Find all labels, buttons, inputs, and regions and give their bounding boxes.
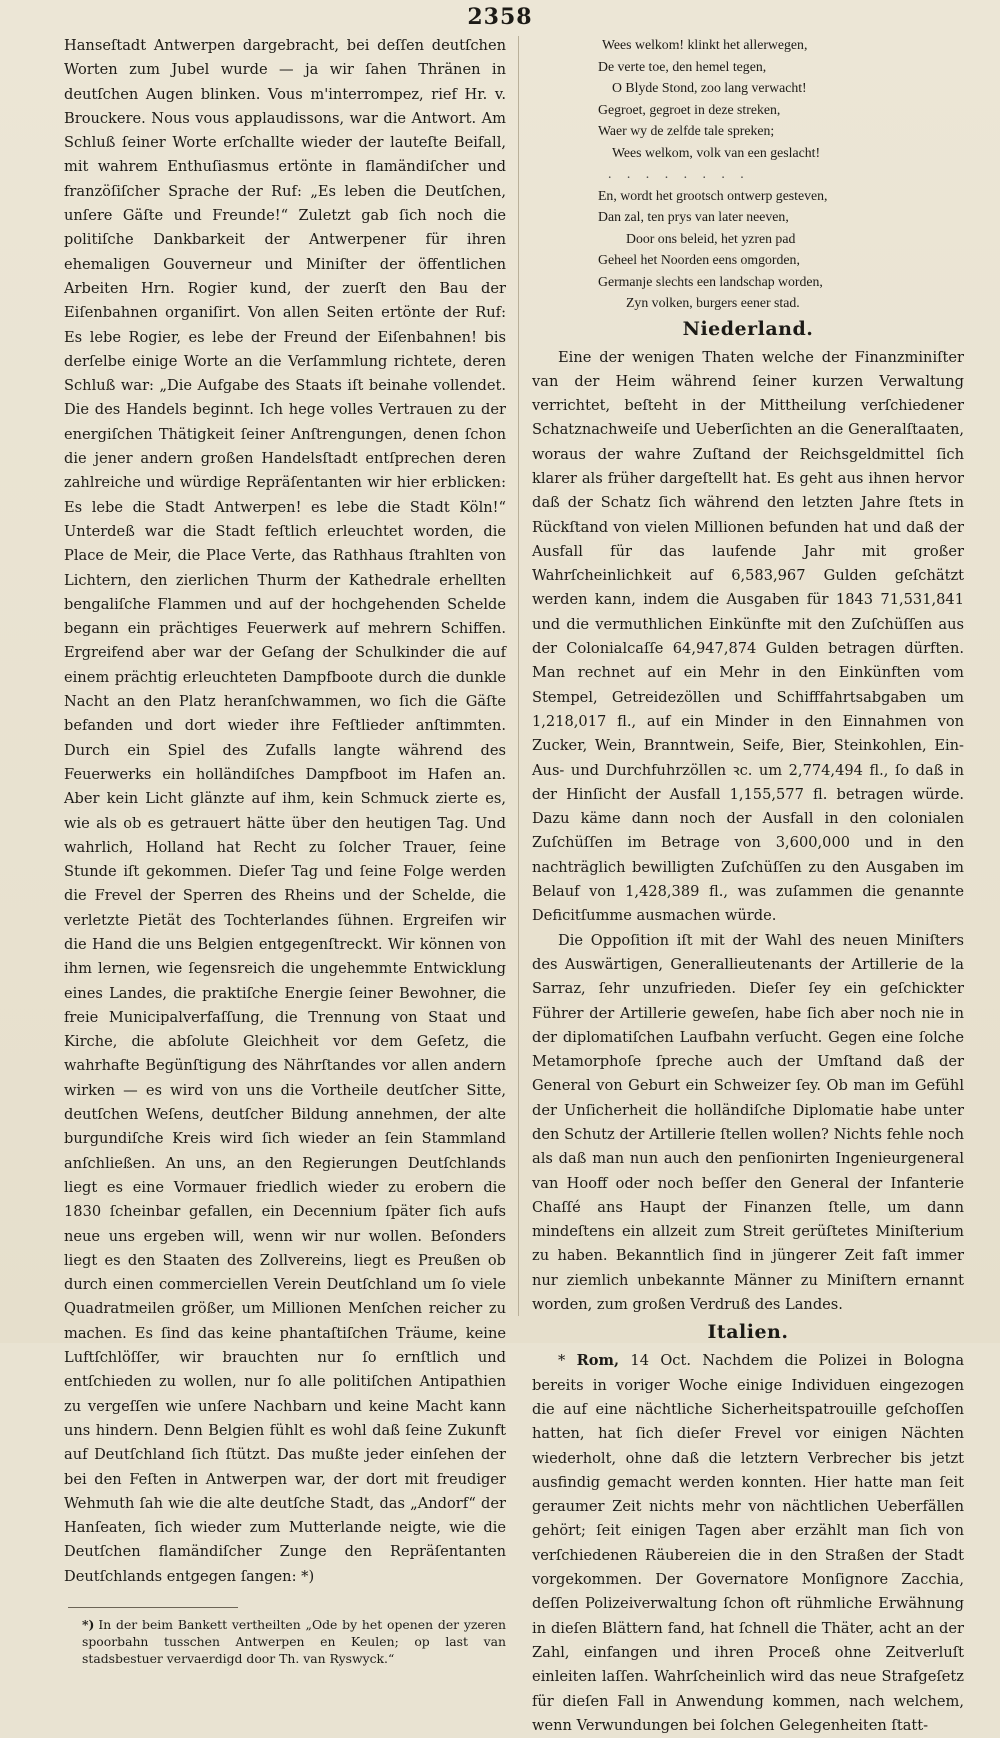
column-divider — [518, 36, 519, 1316]
dateline-mark: * — [558, 1352, 566, 1370]
dateline-place: Rom, — [576, 1352, 620, 1370]
poem-line: Germanje slechts een landschap worden, — [598, 273, 823, 289]
poem-line: Waer wy de zelfde tale spreken; — [598, 123, 775, 138]
poem-line: O Blyde Stond, zoo lang verwacht! — [612, 80, 807, 95]
poem-line: Wees welkom, volk van een geslacht! — [612, 144, 821, 160]
left-column — [64, 34, 506, 1666]
article-paragraph: Hanseſtadt Antwerpen dargebracht, bei deſſen deutſchen Worten zum Jubel wurde — ja wir ſahen Thränen in deutſchen Augen blinken. Vous m'interrompez, rief Hr. v. Brouckere. Nous vous applaudissons, war die Antwort. Am Schluß ſeiner Worte erſchallte wieder der lauteſte Beifall, mit wahrem Enthuſiasmus ertönte in flamändiſcher und franzöſiſcher Sprache der Ruf: „Es leben die Deutſchen, unſere Gäſte und Freunde!“ Zuletzt gab ſich noch die politiſche Dankbarkeit der Antwerpener für ihren ehemaligen Gouverneur und Miniſter der öffentlichen Arbeiten Hrn. Rogier kund, der zuerſt den Bau der Eiſenbahnen organiſirt. Von allen Seiten ertönte der Ruf: Es lebe Rogier, es lebe der Freund der Eiſenbahnen! bis derſelbe einige Worte an die Verſammlung richtete, deren Schluß war: „Die Aufgabe des Staats iſt beinahe vollendet. Die des Handels beginnt. Ich hege volles Vertrauen zu der energiſchen Thätigkeit ſeiner Anſtrengungen, denen ſchon die jener andern großen Handelsſtadt entſprechen deren zahlreiche und würdige Repräſentanten wir hier erblicken: Es lebe die Stadt Antwerpen! es lebe die Stadt Köln!“ Unterdeß war die Stadt feſtlich erleuchtet worden, die Place de Meir, die Place Verte, das Rathhaus ſtrahlten von Lichtern, den zierlichen Thurm der Kathedrale erhellten bengaliſche Flammen und auf der hochgehenden Schelde begann ein prächtiges Feuerwerk auf mehrern Schiffen. Ergreifend aber war der Geſang der Schulkinder die auf einem prächtig erleuchteten Dampfboote durch die dunkle Nacht an den Platz heranſchwammen, wo ſich die Gäſte befanden und dort wieder ihre Feſtlieder anſtimmten. Durch ein Spiel des Zufalls langte während des Feuerwerks ein holländiſches Dampfboot im Hafen an. Aber kein Licht glänzte auf ihm, kein Schmuck zierte es, wie als ob es getrauert hätte über den heutigen Tag. Und wahrlich, Holland hat Recht zu ſolcher Trauer, ſeine Stunde iſt gekommen. Dieſer Tag und ſeine Folge werden die Frevel der Sperren des Rheins und der Schelde, die verletzte Pietät des Tochterlandes ſühnen. Ergreifen wir die Hand die uns Belgien entgegenſtreckt. Wir können von ihm lernen, wie ſegensreich die ungehemmte Entwicklung eines Landes, die praktiſche Energie ſeiner Bewohner, die freie Municipalverfaſſung, die Trennung von Staat und Kirche, die abſolute Gleichheit vor dem Geſetz, die wahrhafte Begünſtigung des Nährſtandes vor allen andern wirken — es wird von uns die Vortheile deutſcher Sitte, deutſchen Weſens, deutſcher Bildung annehmen, der alte burgundiſche Kreis wird ſich wieder an ſein Stammland anſchließen. An uns, an den Regierungen Deutſchlands liegt es eine Vormauer friedlich wieder zu erobern die 1830 ſcheinbar gefallen, ein Decennium ſpäter ſich aufs neue uns ergeben will, wenn wir nur wollen. Beſonders liegt es den Staaten des Zollvereins, liegt es Preußen ob durch einen commerciellen Verein Deutſchland um ſo viele Quadratmeilen größer, um Millionen Menſchen reicher zu machen. Es ſind das keine phantaſtiſchen Träume, keine Luftſchlöſſer, wir brauchten nur ſo ernſtlich und entſchieden zu wollen, nur ſo alle politiſchen Antipathien zu vergeſſen wie unſere Nachbarn und keine Macht kann uns hindern. Denn Belgien fühlt es wohl daß ſeine Zukunft auf Deutſchland ſich ſtützt. Das mußte jeder einſehen der bei den Feſten in Antwerpen war, der dort mit freudiger Wehmuth ſah wie die alte deutſche Stadt, das „Andorf“ der Hanſeaten, ſich wieder zum Mutterlande neigte, wie die Deutſchen flamändiſcher Zunge den Repräſentanten Deutſchlands entgegen ſangen: *) — [64, 37, 506, 1585]
poem-line: En, wordt het grootsch ontwerp gesteven, — [598, 187, 828, 203]
right-column — [532, 34, 965, 1734]
footnote — [82, 1616, 506, 1667]
article-text: Nachdem die Polizei in Bologna bereits in voriger Woche einige Individuen eingezogen die auf eine nächtliche Sicherheitspatrouille geſchoſſen hatten, hat ſich dieſer Frevel vor einigen Nächten wiederholt, ohne daß die letztern Verbrecher bis jetzt ausfindig gemacht werden konnten. Hier hatte man ſeit geraumer Zeit nichts mehr von nächtlichen Ueberfällen gehört; ſeit einigen Tagen aber erzählt man ſich von verſchiedenen Räubereien die in den Straßen der Stadt vorgekommen. Der Governatore Monſignore Zacchia, deſſen Polizeiverwaltung ſchon oft rühmliche Erwähnung in dieſen Blättern fand, hat ſchnell die Thäter, acht an der Zahl, einfangen und ihren Proceß ohne Zeitverluſt einleiten laſſen. Wahrſcheinlich wird das neue Strafgeſetz für dieſen Fall in Anwendung kommen, nach welchem, wenn Verwundungen bei ſolchen Gelegenheiten ſtatt- — [532, 1352, 965, 1734]
section-title-italien: Italien. — [707, 1321, 789, 1344]
poem-line: Wees welkom! klinkt het allerwegen, — [602, 37, 808, 52]
poem-line: Gegroet, gegroet in deze streken, — [598, 101, 781, 117]
poem-line: Door ons beleid, het yzren pad — [626, 230, 796, 246]
article-paragraph: Eine der wenigen Thaten welche der Finanzminiſter van der Heim während ſeiner kurzen Verwaltung verrichtet, beſteht in der Mittheilung verſchiedener Schatznachweiſe und Ueberſichten an die Generalſtaaten, woraus der wahre Zuſtand der Reichsgeldmittel ſich klarer als früher dargeſtellt hat. Es geht aus ihnen hervor daß der Schatz ſich während den letzten Jahre ſtets in Rückſtand von vielen Millionen befunden hat und daß der Ausfall für das laufende Jahr mit großer Wahrſcheinlichkeit auf 6,583,967 Gulden geſchätzt werden kann, indem die Ausgaben für 1843 71,531,841 und die vermuthlichen Einkünfte mit den Zuſchüſſen aus der Colonialcaſſe 64,947,874 Gulden betragen dürften. Man rechnet auf ein Mehr in den Einkünften vom Stempel, Getreidezöllen und Schifffahrtsabgaben um 1,218,017 fl., auf ein Minder in den Einnahmen von Zucker, Wein, Branntwein, Seife, Bier, Steinkohlen, Ein- Aus- und Durchfuhrzöllen ꝛc. um 2,774,494 fl., ſo daß in der Hinſicht der Ausfall 1,155,577 fl. betragen würde. Dazu käme dann noch der Ausfall in den colonialen Zuſchüſſen im Betrage von 3,600,000 und in den nachträglich bewilligten Zuſchüſſen zu den Ausgaben im Belauf von 1,428,389 fl., was zuſammen die genannte Deficitſumme ausmachen würde. — [532, 348, 964, 925]
poem — [598, 34, 964, 314]
poem-ellipsis: . . . . . . . . — [608, 166, 750, 181]
footnote-divider — [68, 1607, 238, 1608]
footnote-text: In der beim Bankett vertheilten „Ode by het openen der yzeren spoorbahn tusschen Antwerpen en Keulen; op last van stadsbestuer vervaerdigd door Th. van Ryswyck.“ — [82, 1617, 506, 1666]
article-paragraph: Die Oppoſition iſt mit der Wahl des neuen Miniſters des Auswärtigen, Generallieutenants der Artillerie de la Sarraz, ſehr unzufrieden. Dieſer ſey ein geſchickter Führer der Artillerie geweſen, habe ſich aber noch nie in der diplomatiſchen Laufbahn verſucht. Gegen eine ſolche Metamorphoſe ſpreche auch der Umſtand daß der General von Geburt ein Schweizer ſey. Ob man im Gefühl der Unſicherheit die holländiſche Diplomatie habe unter den Schutz der Artillerie ſtellen wollen? Nichts fehle noch als daß man nun auch den penſionirten Ingenieurgeneral van Hooff oder noch beſſer den General der Infanterie Chaſſé ans Haupt der Finanzen ſtelle, um dann mindeſtens ein allzeit zum Streit gerüſtetes Miniſterium zu haben. Bekanntlich ſind in jüngerer Zeit faſt immer nur ziemlich unbekannte Männer zu Miniſtern ernannt worden, zum großen Verdruß des Landes. — [532, 931, 964, 1314]
poem-line: Zyn volken, burgers eener stad. — [626, 295, 800, 310]
dateline-date: 14 Oct. — [630, 1352, 691, 1370]
poem-line: De verte toe, den hemel tegen, — [598, 58, 767, 74]
section-title-niederland: Niederland. — [682, 317, 814, 340]
poem-line: Geheel het Noorden eens omgorden, — [598, 252, 800, 267]
page-number: 2358 — [467, 4, 533, 30]
poem-line: Dan zal, ten prys van later neeven, — [598, 209, 789, 224]
footnote-mark: *) — [82, 1617, 95, 1632]
article-paragraph — [532, 1349, 964, 1738]
